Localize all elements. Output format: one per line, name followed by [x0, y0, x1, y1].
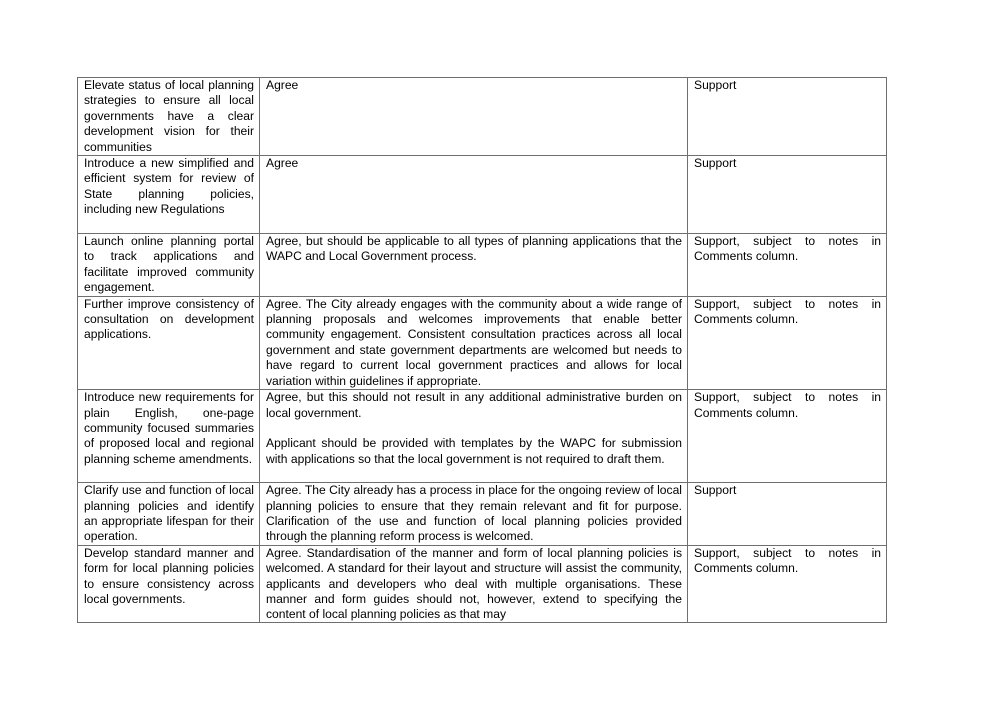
position-cell: [688, 78, 887, 156]
initiative-text: Introduce new requirements for plain English, one-page community focused summaries of proposed local and regional planning scheme amendments.: [84, 390, 254, 466]
position-text: Support, subject to notes in Comments column.: [694, 390, 881, 420]
comments-cell: [260, 296, 688, 389]
table-row: [78, 390, 887, 483]
position-cell: [688, 296, 887, 389]
initiative-cell: [78, 78, 260, 156]
initiative-text: Introduce a new simplified and efficient system for review of State planning policies, including new Regulations: [84, 156, 254, 217]
position-text: Support: [694, 483, 737, 498]
position-text: Support: [694, 78, 737, 92]
comment-text: Agree. The City already engages with the community about a wide range of planning proposals and welcomes improvements that enable better community engagement. Consistent consultation practices across all local government and state government departments are welcomed but needs to have regard to current local government practices and allows for local variation within guidelines if appropriate.: [266, 296, 682, 388]
initiative-text: Develop standard manner and form for local planning policies to ensure consistency across local governments.: [84, 545, 254, 606]
position-cell: [688, 483, 887, 546]
table-row: [78, 234, 887, 297]
position-text: Support, subject to notes in Comments column.: [694, 296, 881, 327]
comments-cell: [260, 390, 688, 483]
comment-text: Agree, but this should not result in any additional administrative burden on local government.: [266, 390, 682, 420]
comment-text: Agree. Standardisation of the manner and form of local planning policies is welcomed. A standard for their layout and structure will assist the community, applicants and developers who deal with multiple organisations. These manner and form guides should not, however, extend to specifying the content of local planning policies as that may: [266, 545, 682, 622]
table-row: [78, 296, 887, 389]
position-cell: [688, 234, 887, 297]
comments-cell: [260, 156, 688, 234]
comments-cell: [260, 78, 688, 156]
initiative-cell: [78, 156, 260, 234]
initiative-cell: [78, 234, 260, 297]
position-text: Support, subject to notes in Comments column.: [694, 234, 881, 264]
position-text: Support, subject to notes in Comments column.: [694, 545, 881, 576]
initiative-text: Launch online planning portal to track applications and facilitate improved community engagement.: [84, 234, 254, 295]
table-row: [78, 545, 887, 622]
position-cell: [688, 390, 887, 483]
initiative-text: Elevate status of local planning strategies to ensure all local governments have a clear development vision for their communities: [84, 78, 254, 154]
table-row: [78, 156, 887, 234]
initiative-text: Further improve consistency of consultation on development applications.: [84, 296, 254, 342]
initiative-cell: [78, 545, 260, 622]
position-cell: [688, 545, 887, 622]
comments-cell: [260, 545, 688, 622]
comment-text: Applicant should be provided with templates by the WAPC for submission with applications so that the local government is not required to draft them.: [266, 436, 682, 466]
initiative-cell: [78, 390, 260, 483]
table-row: [78, 483, 887, 546]
position-cell: [688, 156, 887, 234]
table-row: [78, 78, 887, 156]
initiative-cell: [78, 483, 260, 546]
initiative-cell: [78, 296, 260, 389]
position-text: Support: [694, 156, 737, 171]
comments-cell: [260, 234, 688, 297]
comment-text: Agree: [266, 78, 299, 92]
comments-cell: [260, 483, 688, 546]
initiative-text: Clarify use and function of local planning policies and identify an appropriate lifespan for their operation.: [84, 483, 254, 544]
comment-text: Agree. The City already has a process in place for the ongoing review of local planning policies to ensure that they remain relevant and fit for purpose. Clarification of the use and function of local planning policies provided through the planning reform process is welcomed.: [266, 483, 682, 544]
comment-text: Agree, but should be applicable to all types of planning applications that the WAPC and Local Government process.: [266, 234, 682, 264]
planning-reform-table: [77, 77, 887, 623]
comment-text: Agree: [266, 156, 299, 171]
